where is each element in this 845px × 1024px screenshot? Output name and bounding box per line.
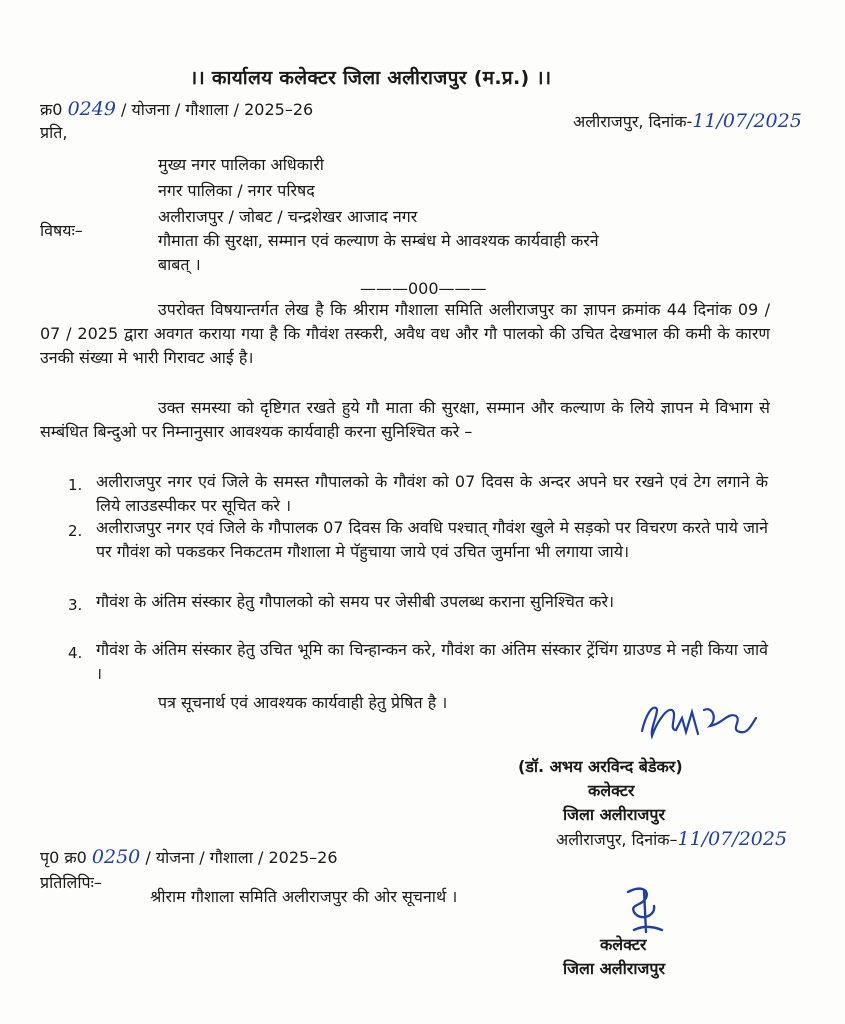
point-1-number: 1. [68, 476, 83, 494]
copy-reference-line [40, 844, 338, 871]
body-paragraph-2: उक्त समस्या को दृष्टिगत रखते हुये गौ माता की सुरक्षा, सम्मान और कल्याण के लिये ज्ञापन मे विभाग से सम्बंधित बिन्दुओ पर निम्नानुसार आवश्यक कार्यवाही करना सुनिश्चित करे – [40, 398, 770, 441]
reference-line [40, 96, 313, 123]
copy-designation: कलेक्टर [600, 935, 647, 954]
letter-date [573, 108, 802, 135]
signatory-designation: कलेक्टर [588, 781, 635, 800]
recipient-line-3: अलीराजपुर / जोबट / चन्द्रशेखर आजाद नगर [158, 207, 418, 226]
point-4-number: 4. [68, 644, 83, 662]
point-3-text: गौवंश के अंतिम संस्कार हेतु गौपालको को समय पर जेसीबी उपलब्ध कराना सुनिश्चित करे। [96, 592, 615, 611]
signature-mark [632, 696, 762, 746]
signatory-date [556, 826, 787, 853]
subject-line-2: बाबत् । [158, 255, 201, 274]
body-paragraph-1: उपरोक्त विषयान्तर्गत लेख है कि श्रीराम गौशाला समिति अलीराजपुर का ज्ञापन क्रमांक 44 दिनांक 09 / 07 / 2025 द्वारा अवगत कराया गया है कि गौवंश तस्करी, अवैध वध और गौ पालको की उचित देखभाल की कमी के कारण उनकी संख्या मे भारी गिरावट आई है। [40, 300, 770, 367]
point-1-text: अलीराजपुर नगर एवं जिले के समस्त गौपालको के गौवंश को 07 दिवस के अन्दर अपने घर रखने एवं टेग लगाने के लिये लाउडस्पीकर पर सूचित करे । [96, 472, 768, 515]
signatory-date-label: अलीराजपुर, दिनांक– [556, 830, 678, 849]
point-2-text: अलीराजपुर नगर एवं जिले के गौपालक 07 दिवस कि अवधि पश्चात् गौवंश खुले मे सड़को पर विचरण करते पाये जाने पर गौवंश को पकडकर निकटतम गौशाला मे पॅहुचाया जाये एवं उचित जुर्माना भी लगाया जाये। [96, 518, 768, 561]
subject-line-1: गौमाता की सुरक्षा, सम्मान एवं कल्याण के सम्बंध मे आवश्यक कार्यवाही करने [158, 231, 599, 250]
date-value: 11/07/2025 [692, 110, 802, 132]
signatory-date-value: 11/07/2025 [677, 828, 788, 850]
point-4-text: गौवंश के अंतिम संस्कार हेतु उचित भूमि का चिन्हान्कन करे, गौवंश का अंतिम संस्कार ट्रेंचिंग ग्राउण्ड मे नही किया जावे । [96, 640, 768, 683]
office-title: ।। कार्यालय कलेक्टर जिला अलीराजपुर (म.प्र.) ।। [190, 67, 552, 89]
initial-signature-mark [616, 882, 676, 937]
copy-reference-prefix: पृ0 क्र0 [40, 848, 87, 867]
separator: ———000——— [360, 279, 487, 298]
copy-reference-number: 0250 [91, 846, 141, 868]
subject-label: विषयः– [40, 221, 83, 240]
point-2-number: 2. [68, 522, 83, 540]
recipient-line-1: मुख्य नगर पालिका अधिकारी [158, 155, 324, 174]
reference-number: 0249 [67, 98, 116, 120]
closing-line: पत्र सूचनार्थ एवं आवश्यक कार्यवाही हेतु प्रेषित है । [158, 693, 448, 712]
reference-suffix: / योजना / गौशाला / 2025–26 [121, 100, 314, 119]
copy-label: प्रतिलिपिः– [40, 873, 102, 892]
point-3-number: 3. [68, 596, 83, 614]
prati-label: प्रति, [40, 123, 68, 142]
signatory-name: (डॉ. अभय अरविन्द बेडेकर) [518, 757, 683, 776]
copy-district: जिला अलीराजपुर [563, 959, 665, 978]
signatory-district: जिला अलीराजपुर [563, 805, 665, 824]
reference-prefix: क्र0 [40, 100, 63, 119]
copy-recipient-line: श्रीराम गौशाला समिति अलीराजपुर की ओर सूचनार्थ । [150, 887, 458, 906]
recipient-line-2: नगर पालिका / नगर परिषद [158, 181, 315, 200]
copy-reference-suffix: / योजना / गौशाला / 2025–26 [145, 848, 338, 867]
date-label: अलीराजपुर, दिनांक- [573, 112, 693, 131]
